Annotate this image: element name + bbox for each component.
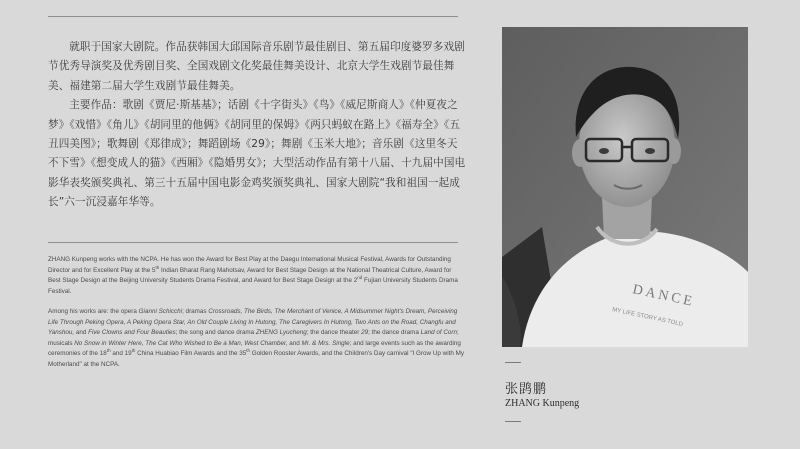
middle-divider	[48, 242, 458, 243]
shirt-print-text: DANCE	[631, 282, 697, 311]
name-bottom-rule	[505, 421, 521, 422]
name-top-rule	[505, 362, 521, 363]
top-divider	[48, 16, 458, 17]
shirt-print-subtext: MY LIFE STORY AS TOLD	[611, 307, 684, 328]
person-name-english: ZHANG Kunpeng	[505, 398, 580, 409]
portrait-photo	[502, 27, 748, 347]
chinese-biography	[48, 38, 468, 213]
portrait-illustration	[502, 27, 748, 347]
english-biography	[48, 255, 464, 380]
person-name-chinese: 张鹍鹏	[505, 382, 548, 397]
english-bio-paragraph-2: Among his works are: the opera Gianni Schicchi; dramas Crossroads, The Birds, The Merchant of Venice, A Midsummer Night's Dream, Perceiving Life Through Peking Opera, A Peking Opera Star, An Old Couple Living In Hutong, The Caregivers In Hutong, Two Ants on the Road, Changfu and Yanshou, and Five Clowns and Four Beauties; the song and dance drama ZHENG Lyucheng; the dance theater 29; the dance drama Land of Corn; musicals No Snow in Winter Here, The Cat Who Wished to Be a Man, West Chamber, and Mr. & Mrs. Single; and large events such as the awarding ceremonies of the 18th and 19th China Huabiao Film Awards and the 35th Golden Rooster Awards, and the Children's Day carnival "I Grow Up with My Motherland" at the NCPA.	[48, 308, 464, 368]
chinese-bio-paragraph-1: 就职于国家大剧院。作品获韩国大邱国际音乐剧节最佳剧目、第五届印度婆罗多戏剧节优秀导演奖及优秀剧目奖、全国戏剧文化奖最佳舞美设计、北京大学生戏剧节最佳舞美、福建第二届大学生戏剧节最佳舞美。	[48, 41, 465, 92]
english-bio-paragraph-1: ZHANG Kunpeng works with the NCPA. He has won the Award for Best Play at the Daegu International Musical Festival, Awards for Outstanding Director and for Excellent Play at the 5th Indian Bharat Rang Mahotsav, Award for Best Stage Design at the National Theatrical Culture, Award for Best Stage Design at the Beijing University Students Drama Festival, and Award for Best Stage Design at the 2nd Fujian University Students Drama Festival.	[48, 256, 458, 295]
chinese-bio-paragraph-2: 主要作品：歌剧《贾尼·斯基基》；话剧《十字街头》《鸟》《威尼斯商人》《仲夏夜之梦》《戏惜》《角儿》《胡同里的他俩》《胡同里的保姆》《两只蚂蚁在路上》《福寿全》《五丑四美图》；歌舞剧《郑律成》；舞蹈剧场《29》；舞剧《玉米大地》；音乐剧《这里冬天不下雪》《想变成人的猫》《西厢》《隐婚男女》；大型活动作品有第十八届、十九届中国电影华表奖颁奖典礼、第三十五届中国电影金鸡奖颁奖典礼、国家大剧院“我和祖国一起成长”六一沉浸嘉年华等。	[48, 99, 466, 209]
